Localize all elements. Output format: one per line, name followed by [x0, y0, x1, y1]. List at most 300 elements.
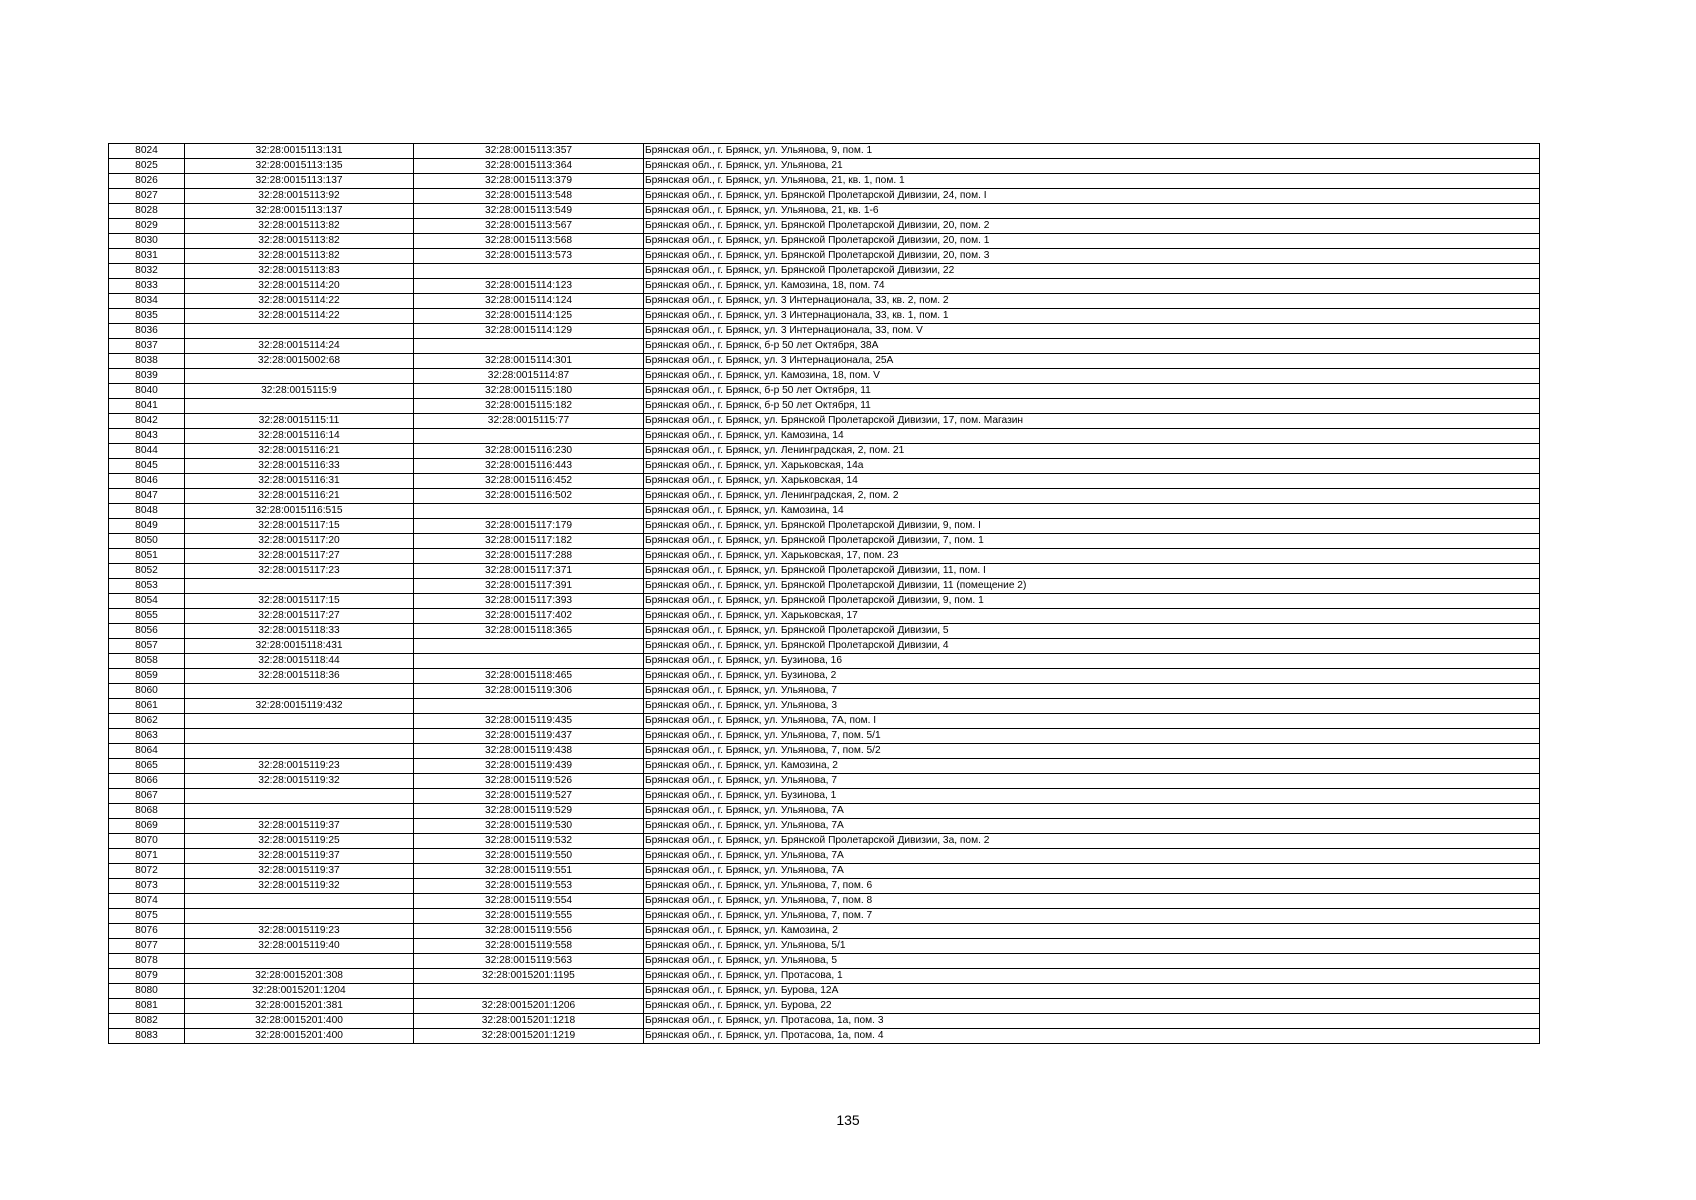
object-cadastral-number-cell: 32:28:0015114:123 — [414, 279, 644, 294]
object-cadastral-number-cell: 32:28:0015115:77 — [414, 414, 644, 429]
table-row — [109, 879, 1540, 894]
address-cell: Брянская обл., г. Брянск, ул. Протасова, 1а, пом. 4 — [644, 1029, 1540, 1044]
table-row — [109, 939, 1540, 954]
land-cadastral-number-cell: 32:28:0015116:14 — [185, 429, 414, 444]
object-cadastral-number-cell: 32:28:0015113:568 — [414, 234, 644, 249]
row-number-cell: 8063 — [109, 729, 185, 744]
address-cell: Брянская обл., г. Брянск, ул. Харьковская, 17, пом. 23 — [644, 549, 1540, 564]
address-cell: Брянская обл., г. Брянск, ул. Бурова, 12А — [644, 984, 1540, 999]
row-number-cell: 8024 — [109, 144, 185, 159]
object-cadastral-number-cell: 32:28:0015201:1195 — [414, 969, 644, 984]
address-cell: Брянская обл., г. Брянск, б-р 50 лет Октября, 11 — [644, 384, 1540, 399]
object-cadastral-number-cell: 32:28:0015117:182 — [414, 534, 644, 549]
table-row — [109, 309, 1540, 324]
row-number-cell: 8050 — [109, 534, 185, 549]
object-cadastral-number-cell: 32:28:0015119:558 — [414, 939, 644, 954]
land-cadastral-number-cell: 32:28:0015113:83 — [185, 264, 414, 279]
table-row — [109, 609, 1540, 624]
address-cell: Брянская обл., г. Брянск, ул. Камозина, 2 — [644, 924, 1540, 939]
object-cadastral-number-cell: 32:28:0015119:439 — [414, 759, 644, 774]
table-row — [109, 654, 1540, 669]
address-cell: Брянская обл., г. Брянск, ул. Ленинградская, 2, пом. 21 — [644, 444, 1540, 459]
table-row — [109, 849, 1540, 864]
row-number-cell: 8039 — [109, 369, 185, 384]
table-row — [109, 564, 1540, 579]
table-row — [109, 429, 1540, 444]
address-cell: Брянская обл., г. Брянск, ул. Брянской Пролетарской Дивизии, 9, пом. I — [644, 519, 1540, 534]
object-cadastral-number-cell: 32:28:0015119:556 — [414, 924, 644, 939]
address-cell: Брянская обл., г. Брянск, ул. Ульянова, 7А — [644, 849, 1540, 864]
table-row — [109, 219, 1540, 234]
address-cell: Брянская обл., г. Брянск, б-р 50 лет Октября, 11 — [644, 399, 1540, 414]
address-cell: Брянская обл., г. Брянск, ул. Брянской Пролетарской Дивизии, 24, пом. I — [644, 189, 1540, 204]
address-cell: Брянская обл., г. Брянск, ул. Ульянова, 7, пом. 5/2 — [644, 744, 1540, 759]
land-cadastral-number-cell: 32:28:0015119:37 — [185, 849, 414, 864]
land-cadastral-number-cell: 32:28:0015113:135 — [185, 159, 414, 174]
row-number-cell: 8066 — [109, 774, 185, 789]
row-number-cell: 8080 — [109, 984, 185, 999]
table-row — [109, 639, 1540, 654]
object-cadastral-number-cell — [414, 339, 644, 354]
table-row — [109, 954, 1540, 969]
table-row — [109, 279, 1540, 294]
land-cadastral-number-cell: 32:28:0015118:33 — [185, 624, 414, 639]
object-cadastral-number-cell: 32:28:0015119:527 — [414, 789, 644, 804]
address-cell: Брянская обл., г. Брянск, ул. Брянской Пролетарской Дивизии, 20, пом. 3 — [644, 249, 1540, 264]
land-cadastral-number-cell: 32:28:0015113:92 — [185, 189, 414, 204]
table-row — [109, 234, 1540, 249]
row-number-cell: 8082 — [109, 1014, 185, 1029]
object-cadastral-number-cell: 32:28:0015117:179 — [414, 519, 644, 534]
row-number-cell: 8045 — [109, 459, 185, 474]
row-number-cell: 8054 — [109, 594, 185, 609]
object-cadastral-number-cell: 32:28:0015114:124 — [414, 294, 644, 309]
object-cadastral-number-cell: 32:28:0015115:180 — [414, 384, 644, 399]
row-number-cell: 8041 — [109, 399, 185, 414]
land-cadastral-number-cell: 32:28:0015117:15 — [185, 519, 414, 534]
land-cadastral-number-cell — [185, 324, 414, 339]
land-cadastral-number-cell: 32:28:0015114:20 — [185, 279, 414, 294]
table-row — [109, 909, 1540, 924]
address-cell: Брянская обл., г. Брянск, ул. Ульянова, 5 — [644, 954, 1540, 969]
object-cadastral-number-cell: 32:28:0015119:526 — [414, 774, 644, 789]
row-number-cell: 8065 — [109, 759, 185, 774]
land-cadastral-number-cell: 32:28:0015119:37 — [185, 864, 414, 879]
object-cadastral-number-cell: 32:28:0015114:129 — [414, 324, 644, 339]
row-number-cell: 8038 — [109, 354, 185, 369]
table-row — [109, 804, 1540, 819]
row-number-cell: 8081 — [109, 999, 185, 1014]
object-cadastral-number-cell: 32:28:0015119:563 — [414, 954, 644, 969]
land-cadastral-number-cell — [185, 894, 414, 909]
object-cadastral-number-cell: 32:28:0015119:550 — [414, 849, 644, 864]
address-cell: Брянская обл., г. Брянск, ул. Бурова, 22 — [644, 999, 1540, 1014]
table-row — [109, 759, 1540, 774]
row-number-cell: 8061 — [109, 699, 185, 714]
object-cadastral-number-cell: 32:28:0015201:1219 — [414, 1029, 644, 1044]
row-number-cell: 8062 — [109, 714, 185, 729]
table-row — [109, 474, 1540, 489]
land-cadastral-number-cell: 32:28:0015119:40 — [185, 939, 414, 954]
address-cell: Брянская обл., г. Брянск, ул. 3 Интернационала, 33, пом. V — [644, 324, 1540, 339]
row-number-cell: 8078 — [109, 954, 185, 969]
address-cell: Брянская обл., г. Брянск, ул. Харьковская, 14 — [644, 474, 1540, 489]
registry-table — [108, 143, 1540, 1044]
row-number-cell: 8071 — [109, 849, 185, 864]
land-cadastral-number-cell: 32:28:0015119:25 — [185, 834, 414, 849]
table-row — [109, 669, 1540, 684]
address-cell: Брянская обл., г. Брянск, ул. Ульянова, 9, пом. 1 — [644, 144, 1540, 159]
table-row — [109, 489, 1540, 504]
object-cadastral-number-cell — [414, 984, 644, 999]
object-cadastral-number-cell: 32:28:0015114:87 — [414, 369, 644, 384]
object-cadastral-number-cell — [414, 504, 644, 519]
object-cadastral-number-cell: 32:28:0015119:532 — [414, 834, 644, 849]
land-cadastral-number-cell: 32:28:0015002:68 — [185, 354, 414, 369]
row-number-cell: 8073 — [109, 879, 185, 894]
table-row — [109, 294, 1540, 309]
row-number-cell: 8035 — [109, 309, 185, 324]
row-number-cell: 8059 — [109, 669, 185, 684]
land-cadastral-number-cell: 32:28:0015119:23 — [185, 759, 414, 774]
row-number-cell: 8051 — [109, 549, 185, 564]
address-cell: Брянская обл., г. Брянск, ул. Ульянова, 21, кв. 1-6 — [644, 204, 1540, 219]
table-row — [109, 384, 1540, 399]
address-cell: Брянская обл., г. Брянск, ул. Камозина, 14 — [644, 429, 1540, 444]
object-cadastral-number-cell: 32:28:0015119:554 — [414, 894, 644, 909]
table-row — [109, 249, 1540, 264]
object-cadastral-number-cell: 32:28:0015113:549 — [414, 204, 644, 219]
row-number-cell: 8037 — [109, 339, 185, 354]
object-cadastral-number-cell — [414, 699, 644, 714]
land-cadastral-number-cell: 32:28:0015115:11 — [185, 414, 414, 429]
table-row — [109, 549, 1540, 564]
land-cadastral-number-cell: 32:28:0015201:400 — [185, 1029, 414, 1044]
address-cell: Брянская обл., г. Брянск, ул. Камозина, 2 — [644, 759, 1540, 774]
object-cadastral-number-cell: 32:28:0015117:393 — [414, 594, 644, 609]
row-number-cell: 8044 — [109, 444, 185, 459]
row-number-cell: 8052 — [109, 564, 185, 579]
table-row — [109, 324, 1540, 339]
row-number-cell: 8048 — [109, 504, 185, 519]
land-cadastral-number-cell: 32:28:0015116:33 — [185, 459, 414, 474]
table-row — [109, 594, 1540, 609]
address-cell: Брянская обл., г. Брянск, ул. Бузинова, 2 — [644, 669, 1540, 684]
land-cadastral-number-cell: 32:28:0015114:24 — [185, 339, 414, 354]
land-cadastral-number-cell — [185, 714, 414, 729]
row-number-cell: 8049 — [109, 519, 185, 534]
row-number-cell: 8036 — [109, 324, 185, 339]
land-cadastral-number-cell: 32:28:0015117:27 — [185, 549, 414, 564]
land-cadastral-number-cell: 32:28:0015113:82 — [185, 234, 414, 249]
land-cadastral-number-cell: 32:28:0015119:432 — [185, 699, 414, 714]
object-cadastral-number-cell: 32:28:0015119:435 — [414, 714, 644, 729]
table-row — [109, 714, 1540, 729]
land-cadastral-number-cell: 32:28:0015201:1204 — [185, 984, 414, 999]
object-cadastral-number-cell: 32:28:0015113:379 — [414, 174, 644, 189]
address-cell: Брянская обл., г. Брянск, ул. Протасова, 1 — [644, 969, 1540, 984]
object-cadastral-number-cell: 32:28:0015117:371 — [414, 564, 644, 579]
address-cell: Брянская обл., г. Брянск, ул. Брянской Пролетарской Дивизии, 11, пом. I — [644, 564, 1540, 579]
address-cell: Брянская обл., г. Брянск, ул. Ульянова, 7, пом. 7 — [644, 909, 1540, 924]
land-cadastral-number-cell — [185, 684, 414, 699]
table-row — [109, 189, 1540, 204]
land-cadastral-number-cell: 32:28:0015113:82 — [185, 249, 414, 264]
land-cadastral-number-cell: 32:28:0015113:82 — [185, 219, 414, 234]
land-cadastral-number-cell — [185, 369, 414, 384]
address-cell: Брянская обл., г. Брянск, ул. Ульянова, 7А — [644, 864, 1540, 879]
land-cadastral-number-cell — [185, 954, 414, 969]
object-cadastral-number-cell: 32:28:0015113:357 — [414, 144, 644, 159]
table-row — [109, 369, 1540, 384]
table-row — [109, 834, 1540, 849]
row-number-cell: 8069 — [109, 819, 185, 834]
object-cadastral-number-cell: 32:28:0015116:443 — [414, 459, 644, 474]
table-row — [109, 984, 1540, 999]
table-row — [109, 144, 1540, 159]
row-number-cell: 8079 — [109, 969, 185, 984]
land-cadastral-number-cell: 32:28:0015116:31 — [185, 474, 414, 489]
land-cadastral-number-cell — [185, 579, 414, 594]
land-cadastral-number-cell: 32:28:0015118:36 — [185, 669, 414, 684]
object-cadastral-number-cell: 32:28:0015201:1206 — [414, 999, 644, 1014]
address-cell: Брянская обл., г. Брянск, ул. 3 Интернационала, 33, кв. 2, пом. 2 — [644, 294, 1540, 309]
object-cadastral-number-cell: 32:28:0015117:402 — [414, 609, 644, 624]
row-number-cell: 8043 — [109, 429, 185, 444]
row-number-cell: 8025 — [109, 159, 185, 174]
object-cadastral-number-cell: 32:28:0015118:465 — [414, 669, 644, 684]
row-number-cell: 8057 — [109, 639, 185, 654]
address-cell: Брянская обл., г. Брянск, ул. Ульянова, 7А, пом. I — [644, 714, 1540, 729]
address-cell: Брянская обл., г. Брянск, ул. Протасова, 1а, пом. 3 — [644, 1014, 1540, 1029]
row-number-cell: 8053 — [109, 579, 185, 594]
table-row — [109, 864, 1540, 879]
land-cadastral-number-cell — [185, 399, 414, 414]
address-cell: Брянская обл., г. Брянск, ул. Ульянова, 7А — [644, 819, 1540, 834]
table-row — [109, 729, 1540, 744]
table-row — [109, 414, 1540, 429]
table-row — [109, 624, 1540, 639]
row-number-cell: 8032 — [109, 264, 185, 279]
row-number-cell: 8046 — [109, 474, 185, 489]
row-number-cell: 8042 — [109, 414, 185, 429]
row-number-cell: 8056 — [109, 624, 185, 639]
object-cadastral-number-cell: 32:28:0015116:452 — [414, 474, 644, 489]
table-row — [109, 444, 1540, 459]
address-cell: Брянская обл., г. Брянск, ул. Брянской Пролетарской Дивизии, 5 — [644, 624, 1540, 639]
row-number-cell: 8074 — [109, 894, 185, 909]
table-row — [109, 699, 1540, 714]
land-cadastral-number-cell: 32:28:0015119:23 — [185, 924, 414, 939]
land-cadastral-number-cell: 32:28:0015117:27 — [185, 609, 414, 624]
table-row — [109, 684, 1540, 699]
land-cadastral-number-cell: 32:28:0015114:22 — [185, 309, 414, 324]
object-cadastral-number-cell — [414, 429, 644, 444]
row-number-cell: 8058 — [109, 654, 185, 669]
object-cadastral-number-cell: 32:28:0015114:125 — [414, 309, 644, 324]
land-cadastral-number-cell: 32:28:0015116:21 — [185, 489, 414, 504]
land-cadastral-number-cell: 32:28:0015114:22 — [185, 294, 414, 309]
address-cell: Брянская обл., г. Брянск, ул. Камозина, 18, пом. 74 — [644, 279, 1540, 294]
table-row — [109, 1029, 1540, 1044]
table-row — [109, 999, 1540, 1014]
table-row — [109, 354, 1540, 369]
row-number-cell: 8029 — [109, 219, 185, 234]
address-cell: Брянская обл., г. Брянск, ул. Камозина, 14 — [644, 504, 1540, 519]
address-cell: Брянская обл., г. Брянск, ул. Брянской Пролетарской Дивизии, 11 (помещение 2) — [644, 579, 1540, 594]
object-cadastral-number-cell: 32:28:0015119:530 — [414, 819, 644, 834]
address-cell: Брянская обл., г. Брянск, ул. Брянской Пролетарской Дивизии, 17, пом. Магазин — [644, 414, 1540, 429]
object-cadastral-number-cell: 32:28:0015114:301 — [414, 354, 644, 369]
address-cell: Брянская обл., г. Брянск, ул. Брянской Пролетарской Дивизии, 7, пом. 1 — [644, 534, 1540, 549]
table-row — [109, 819, 1540, 834]
object-cadastral-number-cell: 32:28:0015201:1218 — [414, 1014, 644, 1029]
address-cell: Брянская обл., г. Брянск, ул. Брянской Пролетарской Дивизии, 20, пом. 1 — [644, 234, 1540, 249]
land-cadastral-number-cell: 32:28:0015119:32 — [185, 774, 414, 789]
address-cell: Брянская обл., г. Брянск, ул. Брянской Пролетарской Дивизии, 4 — [644, 639, 1540, 654]
address-cell: Брянская обл., г. Брянск, б-р 50 лет Октября, 38А — [644, 339, 1540, 354]
land-cadastral-number-cell: 32:28:0015119:32 — [185, 879, 414, 894]
land-cadastral-number-cell: 32:28:0015115:9 — [185, 384, 414, 399]
table-row — [109, 159, 1540, 174]
table-row — [109, 744, 1540, 759]
land-cadastral-number-cell: 32:28:0015201:381 — [185, 999, 414, 1014]
land-cadastral-number-cell: 32:28:0015119:37 — [185, 819, 414, 834]
table-row — [109, 459, 1540, 474]
table-row — [109, 339, 1540, 354]
land-cadastral-number-cell: 32:28:0015201:308 — [185, 969, 414, 984]
address-cell: Брянская обл., г. Брянск, ул. Ульянова, 7, пом. 6 — [644, 879, 1540, 894]
land-cadastral-number-cell: 32:28:0015201:400 — [185, 1014, 414, 1029]
row-number-cell: 8077 — [109, 939, 185, 954]
row-number-cell: 8060 — [109, 684, 185, 699]
row-number-cell: 8031 — [109, 249, 185, 264]
table-row — [109, 204, 1540, 219]
object-cadastral-number-cell: 32:28:0015116:230 — [414, 444, 644, 459]
row-number-cell: 8030 — [109, 234, 185, 249]
land-cadastral-number-cell — [185, 744, 414, 759]
address-cell: Брянская обл., г. Брянск, ул. 3 Интернационала, 33, кв. 1, пом. 1 — [644, 309, 1540, 324]
address-cell: Брянская обл., г. Брянск, ул. Брянской Пролетарской Дивизии, 9, пом. 1 — [644, 594, 1540, 609]
object-cadastral-number-cell: 32:28:0015113:364 — [414, 159, 644, 174]
object-cadastral-number-cell: 32:28:0015119:306 — [414, 684, 644, 699]
row-number-cell: 8067 — [109, 789, 185, 804]
land-cadastral-number-cell: 32:28:0015118:431 — [185, 639, 414, 654]
object-cadastral-number-cell: 32:28:0015119:529 — [414, 804, 644, 819]
land-cadastral-number-cell: 32:28:0015118:44 — [185, 654, 414, 669]
land-cadastral-number-cell: 32:28:0015113:137 — [185, 204, 414, 219]
address-cell: Брянская обл., г. Брянск, ул. Харьковская, 17 — [644, 609, 1540, 624]
land-cadastral-number-cell: 32:28:0015113:137 — [185, 174, 414, 189]
address-cell: Брянская обл., г. Брянск, ул. Ульянова, 7, пом. 5/1 — [644, 729, 1540, 744]
address-cell: Брянская обл., г. Брянск, ул. Брянской Пролетарской Дивизии, 22 — [644, 264, 1540, 279]
row-number-cell: 8028 — [109, 204, 185, 219]
row-number-cell: 8040 — [109, 384, 185, 399]
object-cadastral-number-cell: 32:28:0015113:573 — [414, 249, 644, 264]
row-number-cell: 8072 — [109, 864, 185, 879]
address-cell: Брянская обл., г. Брянск, ул. Харьковская, 14а — [644, 459, 1540, 474]
row-number-cell: 8083 — [109, 1029, 185, 1044]
address-cell: Брянская обл., г. Брянск, ул. Ульянова, 3 — [644, 699, 1540, 714]
row-number-cell: 8068 — [109, 804, 185, 819]
object-cadastral-number-cell: 32:28:0015119:555 — [414, 909, 644, 924]
object-cadastral-number-cell: 32:28:0015113:548 — [414, 189, 644, 204]
object-cadastral-number-cell: 32:28:0015115:182 — [414, 399, 644, 414]
table-row — [109, 969, 1540, 984]
land-cadastral-number-cell: 32:28:0015116:21 — [185, 444, 414, 459]
object-cadastral-number-cell: 32:28:0015117:288 — [414, 549, 644, 564]
row-number-cell: 8076 — [109, 924, 185, 939]
row-number-cell: 8026 — [109, 174, 185, 189]
object-cadastral-number-cell: 32:28:0015113:567 — [414, 219, 644, 234]
address-cell: Брянская обл., г. Брянск, ул. Бузинова, 1 — [644, 789, 1540, 804]
address-cell: Брянская обл., г. Брянск, ул. Ленинградская, 2, пом. 2 — [644, 489, 1540, 504]
land-cadastral-number-cell — [185, 789, 414, 804]
table-row — [109, 399, 1540, 414]
land-cadastral-number-cell: 32:28:0015117:15 — [185, 594, 414, 609]
row-number-cell: 8070 — [109, 834, 185, 849]
address-cell: Брянская обл., г. Брянск, ул. Ульянова, 7 — [644, 774, 1540, 789]
address-cell: Брянская обл., г. Брянск, ул. 3 Интернационала, 25А — [644, 354, 1540, 369]
land-cadastral-number-cell: 32:28:0015117:20 — [185, 534, 414, 549]
object-cadastral-number-cell: 32:28:0015119:437 — [414, 729, 644, 744]
row-number-cell: 8075 — [109, 909, 185, 924]
land-cadastral-number-cell: 32:28:0015117:23 — [185, 564, 414, 579]
row-number-cell: 8033 — [109, 279, 185, 294]
land-cadastral-number-cell — [185, 909, 414, 924]
address-cell: Брянская обл., г. Брянск, ул. Ульянова, 7 — [644, 684, 1540, 699]
object-cadastral-number-cell: 32:28:0015118:365 — [414, 624, 644, 639]
table-row — [109, 894, 1540, 909]
object-cadastral-number-cell: 32:28:0015116:502 — [414, 489, 644, 504]
row-number-cell: 8047 — [109, 489, 185, 504]
object-cadastral-number-cell: 32:28:0015117:391 — [414, 579, 644, 594]
address-cell: Брянская обл., г. Брянск, ул. Брянской Пролетарской Дивизии, 3а, пом. 2 — [644, 834, 1540, 849]
row-number-cell: 8055 — [109, 609, 185, 624]
registry-table-body — [109, 144, 1540, 1044]
table-row — [109, 519, 1540, 534]
table-row — [109, 789, 1540, 804]
object-cadastral-number-cell — [414, 639, 644, 654]
table-row — [109, 504, 1540, 519]
address-cell: Брянская обл., г. Брянск, ул. Камозина, 18, пом. V — [644, 369, 1540, 384]
address-cell: Брянская обл., г. Брянск, ул. Ульянова, 5/1 — [644, 939, 1540, 954]
address-cell: Брянская обл., г. Брянск, ул. Ульянова, 7А — [644, 804, 1540, 819]
table-row — [109, 924, 1540, 939]
table-row — [109, 1014, 1540, 1029]
land-cadastral-number-cell: 32:28:0015113:131 — [185, 144, 414, 159]
address-cell: Брянская обл., г. Брянск, ул. Брянской Пролетарской Дивизии, 20, пом. 2 — [644, 219, 1540, 234]
table-row — [109, 264, 1540, 279]
address-cell: Брянская обл., г. Брянск, ул. Бузинова, 16 — [644, 654, 1540, 669]
row-number-cell: 8064 — [109, 744, 185, 759]
table-row — [109, 579, 1540, 594]
object-cadastral-number-cell — [414, 654, 644, 669]
table-row — [109, 774, 1540, 789]
object-cadastral-number-cell: 32:28:0015119:551 — [414, 864, 644, 879]
address-cell: Брянская обл., г. Брянск, ул. Ульянова, 21, кв. 1, пом. 1 — [644, 174, 1540, 189]
land-cadastral-number-cell: 32:28:0015116:515 — [185, 504, 414, 519]
table-row — [109, 534, 1540, 549]
object-cadastral-number-cell — [414, 264, 644, 279]
object-cadastral-number-cell: 32:28:0015119:553 — [414, 879, 644, 894]
table-row — [109, 174, 1540, 189]
row-number-cell: 8027 — [109, 189, 185, 204]
address-cell: Брянская обл., г. Брянск, ул. Ульянова, 21 — [644, 159, 1540, 174]
object-cadastral-number-cell: 32:28:0015119:438 — [414, 744, 644, 759]
row-number-cell: 8034 — [109, 294, 185, 309]
address-cell: Брянская обл., г. Брянск, ул. Ульянова, 7, пом. 8 — [644, 894, 1540, 909]
